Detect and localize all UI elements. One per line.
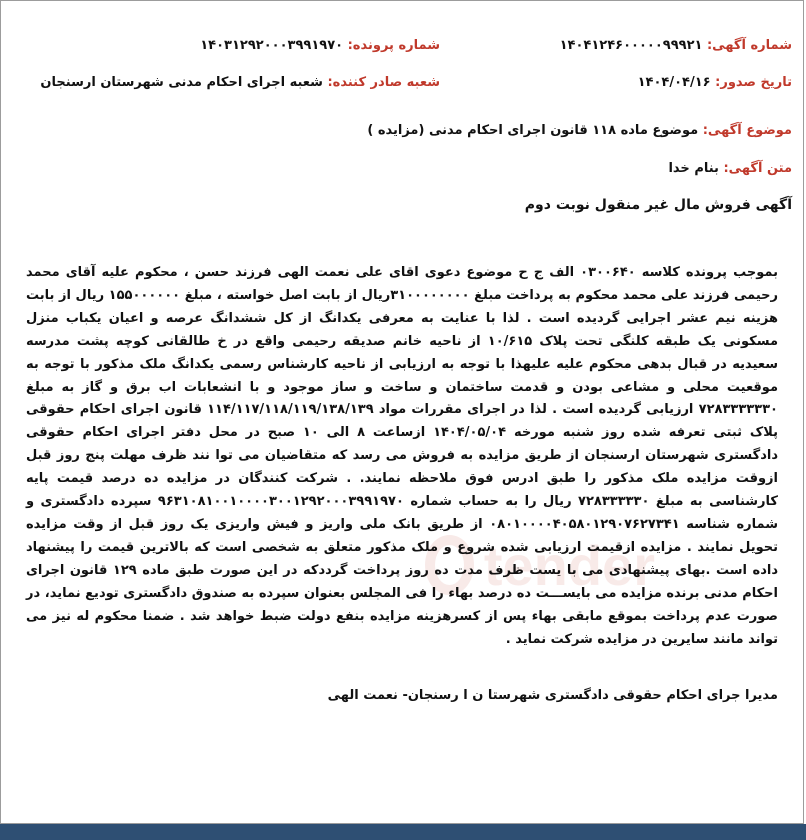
issuer: شعبه اجرای احکام مدنی شهرستان ارسنجان [40, 75, 323, 90]
file-number-label: شماره پرونده: [347, 38, 440, 53]
notice-title: آگهی فروش مال غیر منقول نوبت دوم [524, 197, 792, 213]
issuer-row [40, 75, 440, 90]
file-number-row [200, 38, 440, 53]
issue-date-row [638, 75, 792, 90]
notice-text-value: بنام خدا [668, 161, 719, 176]
issuer-label: شعبه صادر کننده: [327, 75, 440, 90]
bottom-bar [0, 824, 806, 840]
notice-text-label: متن آگهی: [723, 161, 792, 176]
file-number: ۱۴۰۳۱۲۹۲۰۰۰۳۹۹۱۹۷۰ [200, 38, 344, 53]
notice-number-row [560, 38, 792, 53]
issue-date-label: تاریخ صدور: [715, 75, 792, 90]
subject-row [367, 123, 792, 138]
signature: مدیرا جرای احکام حقوقی دادگستری شهرستا ن ا رسنجان- نعمت الهی [327, 688, 778, 703]
notice-body: بموجب پرونده کلاسه ۰۳۰۰۶۴۰ الف ج ح موضوع دعوی اقای علی نعمت الهی فرزند حسن ، محکوم علیه آقای محمد رحیمی فرزند علی محمد محکوم به پرداخت مبلغ ۳۱۰۰۰۰۰۰۰۰ریال از بابت اصل خواسته ، مبلغ ۱۵۵۰۰۰۰۰۰ ریال از بابت هزینه نیم عشر اجرایی گردیده است . لذا با عنایت به معرفی یکدانگ از کل ششدانگ عرصه و اعیان یکباب منزل مسکونی یک طبقه کلنگی تحت پلاک ۱۰/۶۱۵ از ناحیه خانم صدیقه رحیمی واقع در خ طالقانی کوچه پشت مدرسه سعیدیه در قبال بدهی محکوم علیه علیهذا با توجه به ارزیابی از ناحیه کارشناس رسمی یکدانگ ملک مذکور با توجه به موقعیت محلی و مشاعی بودن و قدمت ساختمان و ساخت و ساز موجود و با انشعابات اب برق و گاز به مبلغ ۷۲۸۳۳۳۳۳۳۰ ارزیابی گردیده است . لذا در اجرای مقررات مواد ۱۱۴/۱۱۷/۱۱۸/۱۱۹/۱۳۸/۱۳۹ قانون اجرای احکام حقوقی پلاک ثبتی تعرفه شده روز شنبه مورخه ۱۴۰۴/۰۵/۰۴ ازساعت ۸ الی ۱۰ صبح در محل دفتر اجرای احکام حقوقی دادگستری شهرستان ارسنجان از طریق مزایده به فروش می رسد که متقاضیان می توا نند ظرف مهلت پنج روز قبل ازوقت مزایده ملک مذکور را طبق ادرس فوق ملاحظه نمایند. . شرکت کنندگان در مزایده ده درصد قیمت پایه کارشناسی به مبلغ ۷۲۸۳۳۳۳۳۰ ریال را به حساب شماره ۹۶۳۱۰۸۱۰۰۱۰۰۰۰۳۰۰۱۲۹۲۰۰۰۳۹۹۱۹۷۰ سپرده دادگستری و شماره شناسه ۰۸۰۱۰۰۰۰۴۰۵۸۰۱۲۹۰۷۶۲۷۳۴۱ از طریق بانک ملی واریز و فیش واریزی یک روز قبل از وقت مزایده تحویل نمایند . مزایده ازقیمت ارزیابی شده شروع و ملک مذکور متعلق به شخصی است که بالاترین قیمت را پیشنهاد داده است .بهای پیشنهادی می با یست ظرف مدت ده روز پرداخت گرددکه در این صورت طبق ماده ۱۲۹ قانون اجرای احکام مدنی برنده مزایده می بایســـت ده درصد بهاء را فی المجلس بعنوان سپرده به صندوق دادگستری تودیع نماید، در صورت عدم پرداخت بموقع مابقی بهاء پس از کسرهزینه مزایده بنفع دولت ضبط خواهد شد . ضمنا محکوم له نیز می تواند مانند سایرین در مزایده شرکت نماید . [26, 265, 779, 647]
subject-label: موضوع آگهی: [702, 123, 792, 138]
notice-number: ۱۴۰۴۱۲۴۶۰۰۰۰۰۹۹۹۲۱ [559, 38, 703, 53]
notice-number-label: شماره آگهی: [706, 38, 792, 53]
notice-text-row [668, 161, 792, 176]
issue-date: ۱۴۰۴/۰۴/۱۶ [637, 75, 711, 90]
subject-value: موضوع ماده ۱۱۸ قانون اجرای احکام مدنی (مزایده ) [367, 123, 699, 138]
